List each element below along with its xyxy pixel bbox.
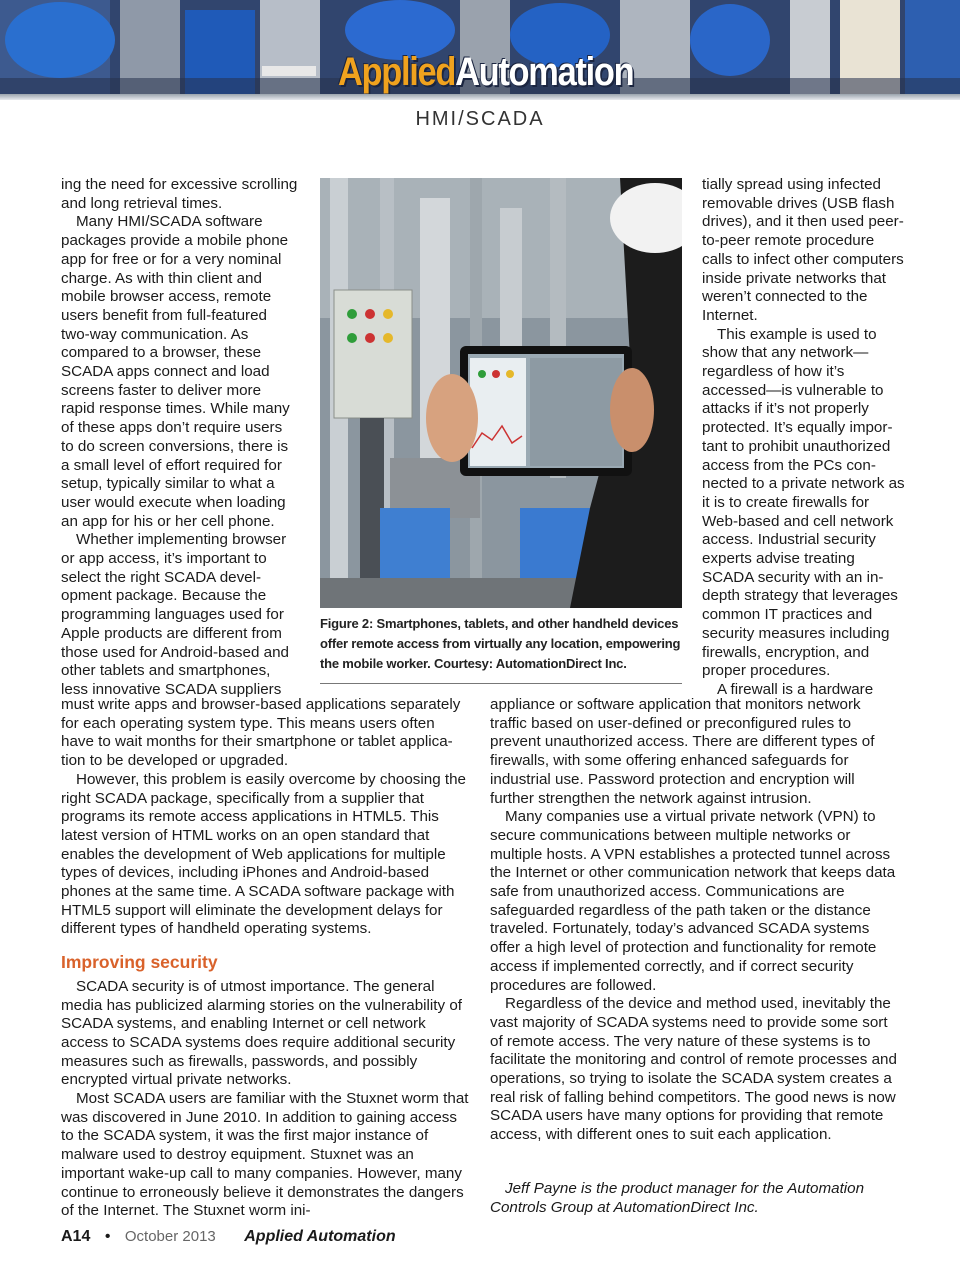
magazine-name: Applied Automation — [244, 1228, 396, 1245]
footer-separator: • — [104, 1228, 111, 1245]
section-heading: Improving security — [61, 952, 218, 973]
tablet-plant-photo — [320, 178, 682, 608]
page-footer — [61, 1228, 396, 1250]
paragraph: Regardless of the device and method used, inevitably the vast majority of SCADA systems need to provide some sort of remote access. The very nature of these systems is to facilitate the monitoring and control of remote processes and operations, so trying to isolate the SCADA system creates a real risk of falling behind competitors. The good news is now SCADA users have many options for providing that remote access, with different ones to suit each application. — [490, 995, 897, 1144]
right-column-top — [702, 176, 908, 700]
paragraph: Many companies use a virtual private network (VPN) to secure communications between multiple networks or multiple hosts. A VPN establishes a protected tunnel across the Internet or other communication network that keeps data safe from unauthorized access. Communications are safeguarded regardless of the path taken or the distance traveled. Fortunately, today’s advanced SCADA systems offer a high level of protection and functionality for remote access if implemented correctly, and if correct security procedures are followed. — [490, 808, 896, 994]
magazine-logo[interactable]: AppliedAutomation — [338, 50, 634, 94]
paragraph: Many HMI/SCADA software packages provide a mobile phone app for free or for a very nominal charge. As with thin client and mobile browser access, remote users benefit from full-featured two-way communication. As compared to a browser, these SCADA apps connect and load screens faster to deliver more rapid response times. While many of these apps don’t require users to do screen conversions, there is a small level of effort required for setup, typically similar to what a user would execute when loading an app for his or her cell phone. — [61, 213, 290, 530]
paragraph: SCADA security is of utmost importance. The general media has publicized alarming stories on the vulnerability of SCADA systems, and enabling Internet or cell network access to SCADA systems does require additional security measures such as firewalls, passwords, and possibly encrypted virtual private networks. — [61, 977, 462, 1089]
issue-date: October 2013 — [124, 1228, 216, 1245]
paragraph: Whether implementing browser or app access, it’s important to select the right SCADA development package. Because the programming languages used for Apple products are different from those used for Android-based and other tablets and smartphones, less innovative SCADA suppliers — [61, 531, 289, 698]
caption-rule — [320, 683, 682, 684]
section-label: HMI/SCADA — [415, 108, 545, 130]
masthead-banner — [0, 0, 960, 94]
paragraph: ing the need for excessive scrolling and long retrieval times. — [61, 176, 298, 212]
author-bio: Jeff Payne is the product manager for the Automation Controls Group at AutomationDirect Inc. — [490, 1180, 865, 1216]
paragraph: However, this problem is easily overcome by choosing the right SCADA package, specifically from a supplier that programs its remote access applications in HTML5. This latest version of HTML works on an open standard that enables the development of Web applications for multiple types of devices, including iPhones and Android-based phones at the same time. A SCADA software package with HTML5 support will eliminate the development delays for different types of handheld operating systems. — [61, 770, 466, 938]
paragraph: This example is used to show that any network—regardless of how it’s accessed—is vulnerable to attacks if it’s not properly protected. It’s equally important to prohibit unauthorized access from the PCs connected to a private network as it is to create firewalls for Web-based and cell network access. Industrial security experts advise treating SCADA security with an in-depth strategy that leverages common IT practices and security measures including firewalls, encryption, and proper procedures. — [702, 325, 905, 680]
figure-caption: Figure 2: Smartphones, tablets, and other handheld devices offer remote access from virtually any location, empowering the mobile worker. Courtesy: AutomationDirect Inc. — [320, 616, 681, 671]
left-column-top — [61, 176, 299, 700]
page-number: A14 — [61, 1228, 91, 1245]
header-rule — [0, 94, 960, 100]
left-column-bottom — [61, 696, 469, 1221]
paragraph: appliance or software application that monitors network traffic based on user-defined or preconfigured rules to prevent unauthorized access. There are different types of firewalls, with some offering enhanced safeguards for industrial use. Password protection and encryption will further strengthen the network against intrusion. — [490, 696, 875, 807]
paragraph: A firewall is a hardware — [717, 680, 874, 698]
right-column-bottom — [490, 696, 898, 1145]
paragraph: Most SCADA users are familiar with the Stuxnet worm that was discovered in June 2010. In addition to gaining access to the SCADA system, it was the first major instance of malware used to destroy equipment. Stuxnet was an important wake-up call to many companies. However, many continue to erroneously believe it demonstrates the dangers of the Internet. The Stuxnet worm ini- — [61, 1090, 469, 1220]
paragraph: must write apps and browser-based applications separately for each operating system type. This means users often have to wait months for their smartphone or tablet application to be developed or upgraded. — [61, 696, 461, 770]
paragraph: tially spread using infected removable drives (USB flash drives), and it then used peer-to-peer remote procedure calls to infect other computers inside private networks that weren’t connected to the Internet. — [702, 176, 904, 324]
figure-photo — [320, 178, 682, 608]
